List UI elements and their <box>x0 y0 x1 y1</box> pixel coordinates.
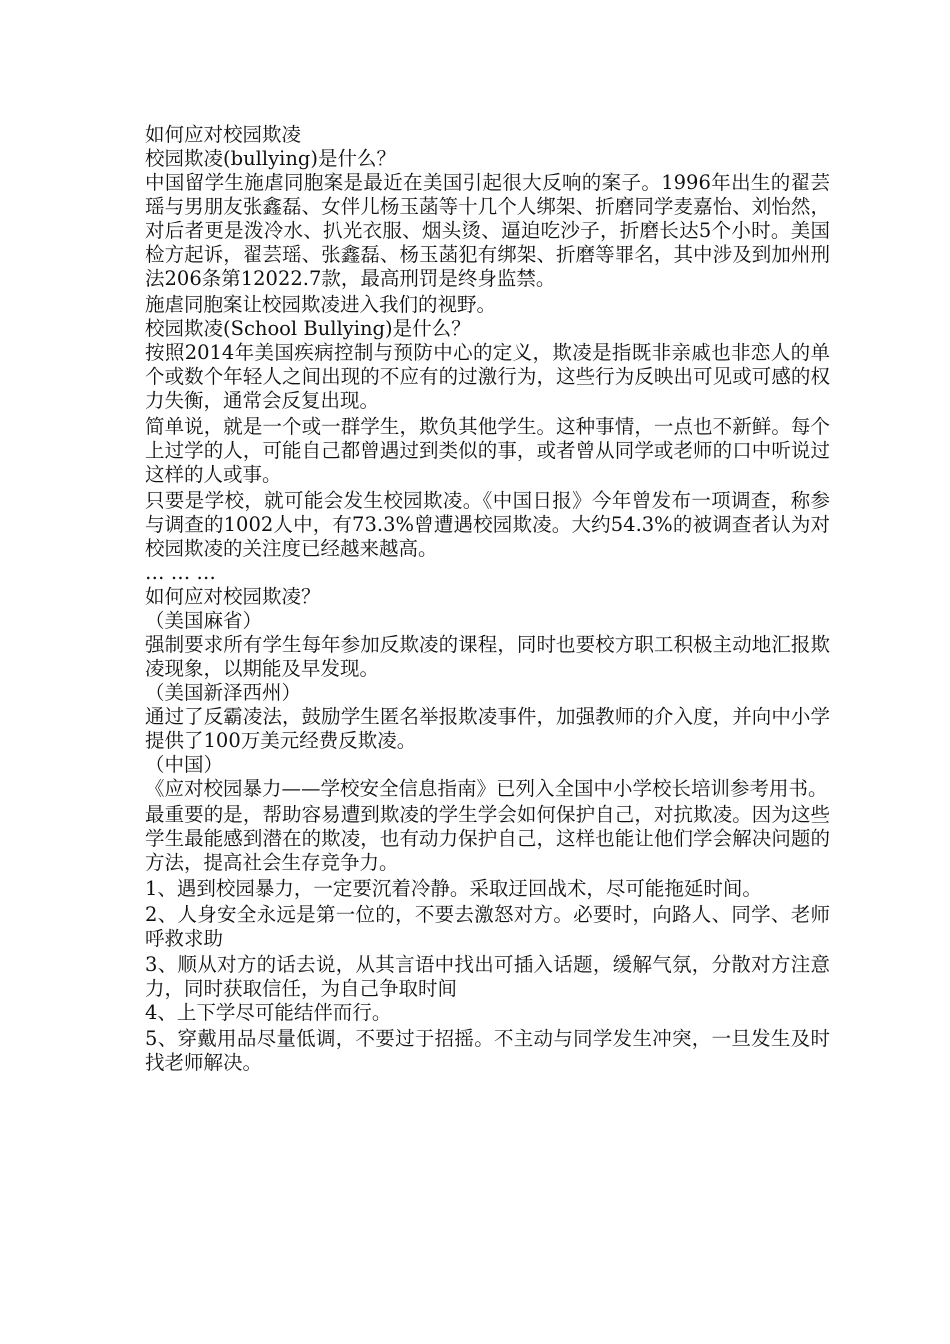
list-item-5: 5、穿戴用品尽量低调，不要过于招摇。不主动与同学发生冲突，一旦发生及时找老师解决。 <box>145 1027 830 1074</box>
label-new-jersey: （美国新泽西州） <box>145 681 302 704</box>
paragraph-massachusetts: 强制要求所有学生每年参加反欺凌的课程，同时也要校方职工积极主动地汇报欺凌现象，以期能及早发现。 <box>145 633 830 680</box>
paragraph-survey: 只要是学校，就可能会发生校园欺凌。《中国日报》今年曾发布一项调查，称参与调查的1002人中，有73.3%曾遭遇校园欺凌。大约54.3%的被调查者认为对校园欺凌的关注度已经越来越高。 <box>145 489 830 560</box>
paragraph-most-important: 最重要的是，帮助容易遭到欺凌的学生学会如何保护自己，对抗欺凌。因为这些学生最能感到潜在的欺凌，也有动力保护自己，这样也能让他们学会解决问题的方法，提高社会生存竞争力。 <box>145 803 830 874</box>
paragraph-new-jersey: 通过了反霸凌法，鼓励学生匿名举报欺凌事件，加强教师的介入度，并向中小学提供了100万美元经费反欺凌。 <box>145 705 830 752</box>
ellipsis-line: … … … <box>145 561 216 584</box>
heading-what-is-bullying: 校园欺凌(bullying)是什么？ <box>145 147 397 170</box>
paragraph-definition: 按照2014年美国疾病控制与预防中心的定义，欺凌是指既非亲戚也非恋人的单个或数个年轻人之间出现的不应有的过激行为，这些行为反映出可见或可感的权力失衡，通常会反复出现。 <box>145 341 830 412</box>
label-massachusetts: （美国麻省） <box>145 609 263 632</box>
document-title: 如何应对校园欺凌 <box>145 123 302 146</box>
list-item-4: 4、上下学尽可能结伴而行。 <box>145 1001 392 1024</box>
heading-school-bullying: 校园欺凌(School Bullying)是什么？ <box>145 317 471 340</box>
paragraph-simple-explanation: 简单说，就是一个或一群学生，欺负其他学生。这种事情，一点也不新鲜。每个上过学的人，可能自己都曾遇过到类似的事，或者曾从同学或老师的口中听说过这样的人或事。 <box>145 415 830 486</box>
paragraph-case-summary: 施虐同胞案让校园欺凌进入我们的视野。 <box>145 293 497 316</box>
heading-how-to-respond: 如何应对校园欺凌？ <box>145 585 321 608</box>
document-body <box>145 123 830 1075</box>
list-item-2: 2、人身安全永远是第一位的，不要去激怒对方。必要时，向路人、同学、老师呼救求助 <box>145 903 830 950</box>
paragraph-china: 《应对校园暴力——学校安全信息指南》已列入全国中小学校长培训参考用书。 <box>145 777 828 800</box>
list-item-1: 1、遇到校园暴力，一定要沉着冷静。采取迂回战术，尽可能拖延时间。 <box>145 877 762 900</box>
label-china: （中国） <box>145 753 224 776</box>
paragraph-case: 中国留学生施虐同胞案是最近在美国引起很大反响的案子。1996年出生的翟芸瑶与男朋友张鑫磊、女伴儿杨玉菡等十几个人绑架、折磨同学麦嘉怡、刘怡然，对后者更是泼冷水、扒光衣服、烟头烫、逼迫吃沙子，折磨长达5个小时。美国检方起诉，翟芸瑶、张鑫磊、杨玉菡犯有绑架、折磨等罪名，其中涉及到加州刑法206条第12022.7款，最高刑罚是终身监禁。 <box>145 171 830 290</box>
list-item-3: 3、顺从对方的话去说，从其言语中找出可插入话题，缓解气氛，分散对方注意力，同时获取信任，为自己争取时间 <box>145 953 830 1000</box>
